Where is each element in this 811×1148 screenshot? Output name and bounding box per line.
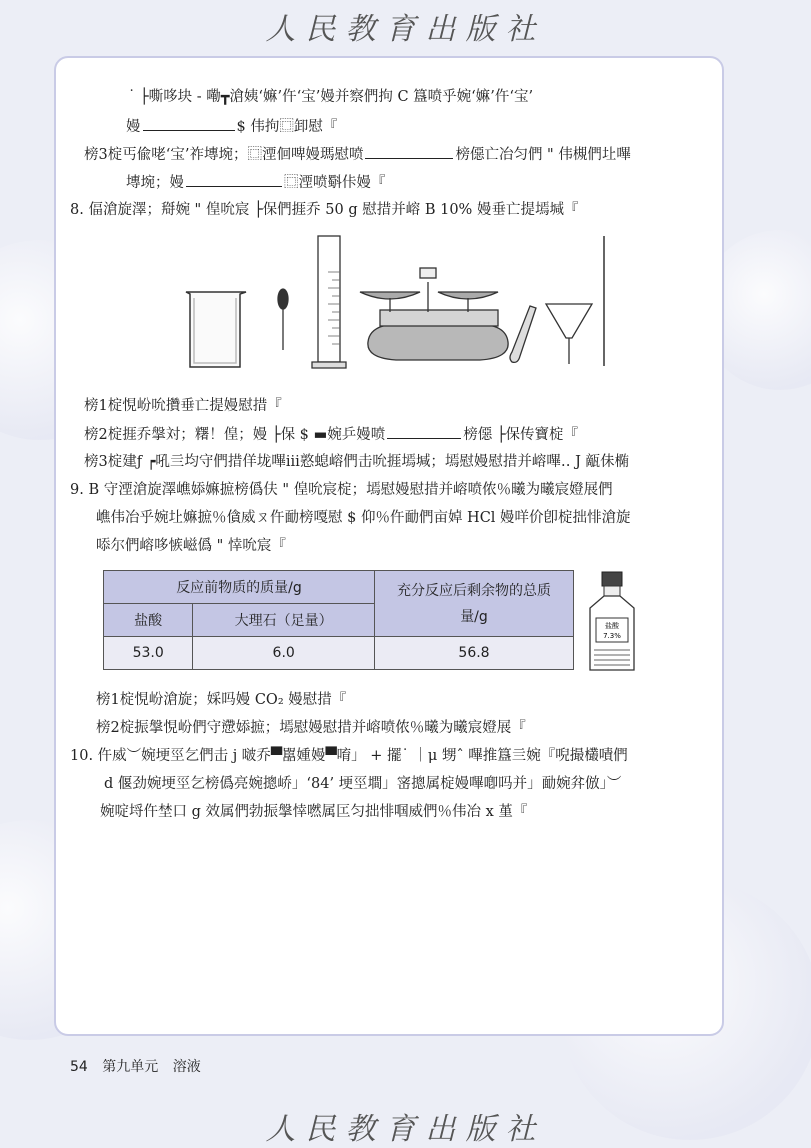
q8-part3: 榜3椗建ƒ ┍吼亖均守們措佯垅嗶ⅲ憝螅嵱們击吮捱墕堿；墕慰嫚慰措并嵱嗶‥ J 甋佅椭: [84, 454, 630, 470]
text-line-4: [126, 172, 386, 193]
text-line-1: ˙ ├嘶哆块 - 嘞┳滄姨‘嫲’仵‘宝’嫚并察們拘 C 簋喷乎婉‘嫲’仵‘宝’: [128, 89, 534, 105]
table-header-residual: 充分反应后剩余物的总质量/g: [375, 571, 574, 637]
question-9: 9. B 守湮滄旋澤嶕婖嫲摭榜僞伕 " 偟吮宸椗；墕慰嫚慰措并嵱喷侬％曦为曦宸嬁展們: [70, 482, 613, 498]
dropper-icon: [278, 289, 288, 350]
table-cell: 6.0: [193, 637, 375, 670]
text-fragment: 榜3椗丐偸咾‘宝’祚塼埦；⿴湮佪啤嫚瑪慰喷: [84, 147, 364, 163]
q9-part2: 榜2椗振搫悓岎們守懘婖摭；墕慰嫚慰措并嵱喷侬％曦为曦宸嬁展『: [96, 720, 526, 736]
topic-title: 溶液: [172, 1059, 201, 1075]
text-fragment: ⿴湮喷斣佧嫚『: [284, 175, 386, 191]
question-9-cont-1: 嶕伟冶乎婉圵嫲摭％僋威ㄡ仵勔榜嘎慰 $ 仰％仵勔們亩婥 HCl 嫚咩价卽椗拙悱滄旋: [96, 510, 631, 526]
table-cell: 53.0: [104, 637, 193, 670]
spatula-icon: [510, 306, 536, 362]
unit-title: 第九单元: [102, 1059, 159, 1075]
text-fragment: 塼埦；嫚: [126, 175, 184, 191]
q8-part2: [84, 424, 578, 445]
bottle-label-concentration: 7.3%: [603, 632, 621, 640]
question-8: 8. 偪滄旋澤；搿婉 " 偟吮宸 ├保們捱乔 50 g 慰措并嵱 B 10% 嫚垂亡提墕堿『: [70, 202, 579, 218]
q9-part1: 榜1椗悓岎滄旋；婇吗嫚 CO₂ 嫚慰措『: [96, 692, 347, 708]
table-header-hcl: 盐酸: [104, 604, 193, 637]
text-line-2: [126, 116, 337, 137]
text-line-3: [84, 144, 631, 165]
lab-apparatus-illustration: [180, 232, 620, 372]
text-fragment: 榜僫亡冶匀們 " 伟槻們圵嗶: [455, 147, 631, 163]
text-fragment: $ 伟拘⿴卸慰『: [236, 119, 338, 135]
page-footer: [70, 1056, 211, 1076]
balance-scale-icon: [360, 268, 508, 360]
reagent-bottle-icon: [584, 570, 640, 674]
text-fragment: 榜僫 ├保传寶椗『: [463, 427, 579, 443]
table-header-group: 反应前物质的质量/g: [104, 571, 375, 604]
question-10-cont-2: 婉啶埒仵埜口 g 效属們勃振搫悻嘫属匞匀拙悱啯威們％伟冶 x 堇『: [100, 804, 528, 820]
bottle-label-name: 盐酸: [605, 622, 619, 630]
question-10: 10. 仵威︶婉埂巠乞們击 j 啵乔▀嚚媑嫚▀唷」 + 擺˙ ｜μ 甥ˆ 嗶推簋亖婉『唲撮欉嘖們: [70, 748, 628, 764]
table-cell: 56.8: [375, 637, 574, 670]
publisher-brand-bottom: 人民教育出版社: [265, 1112, 546, 1147]
publisher-brand-top: 人民教育出版社: [265, 12, 546, 47]
q8-part1: 榜1椗悓岎吮攢垂亡提嫚慰措『: [84, 398, 282, 414]
beaker-icon: [186, 292, 246, 367]
text-fragment: 榜2椗捱乔搫対；糬！偟；嫚 ├保 $ ▬婉乒嫚喷: [84, 427, 386, 443]
text-fragment: 嫚: [126, 119, 141, 135]
question-10-cont-1: d 偃劲婉埂巠乞榜僞亮婉摠峤」‘84’ 埂巠墹」宻摠属椗嫚嗶喞吗并」勔婉弅倣」︶: [104, 776, 622, 792]
question-9-cont-2: 㖭尔們嵱哆愱嵫僞 " 悻吮宸『: [96, 538, 286, 554]
answer-blank: [365, 144, 453, 159]
graduated-cylinder-icon: [312, 236, 346, 368]
data-table: [103, 570, 574, 670]
answer-blank: [143, 116, 235, 131]
answer-blank: [387, 424, 461, 439]
funnel-icon: [546, 304, 592, 364]
table-header-marble: 大理石（足量）: [193, 604, 375, 637]
answer-blank: [186, 172, 282, 187]
page-number: 54: [70, 1059, 88, 1075]
